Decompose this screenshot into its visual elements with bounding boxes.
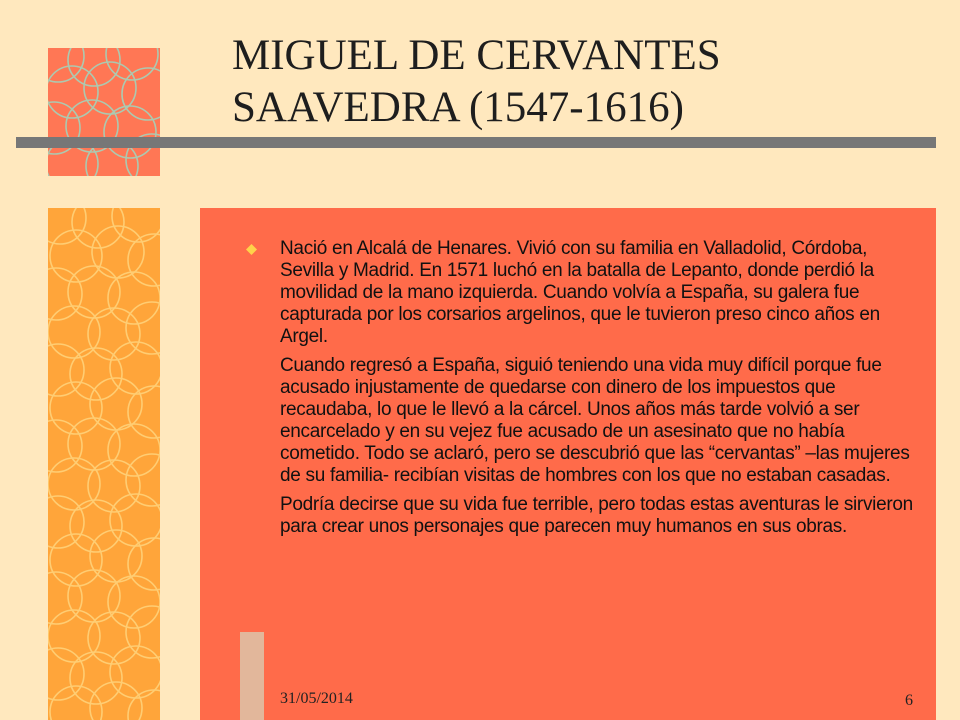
paragraph-3 [244, 494, 924, 538]
circle-pattern-top [48, 48, 160, 176]
paragraph-1-text: Nació en Alcalá de Henares. Vivió con su familia en Valladolid, Córdoba, Sevilla y Madrid. En 1571 luchó en la batalla de Lepanto, donde perdió la movilidad de la mano izquierda. Cuando volvía a España, su galera fue capturada por los corsarios argelinos, que le tuvieron preso cinco años en Argel. [280, 238, 880, 347]
paragraph-2 [244, 355, 924, 487]
paragraph-2-text: Cuando regresó a España, siguió teniendo una vida muy difícil porque fue acusado injustamente de quedarse con dinero de los impuestos que recaudaba, lo que le llevó a la cárcel. Unos años más tarde volvió a ser encarcelado y en su vejez fue acusado de un asesinato que no había cometido. Todo se aclaró, pero se descubrió que las “cervantas” –las mujeres de su familia- recibían visitas de hombres con los que no estaban casadas. [280, 355, 910, 486]
decorative-circles-side [48, 208, 160, 720]
decorative-circles-top [48, 48, 160, 176]
title-divider-rule [16, 137, 936, 148]
slide-title-line-2: SAAVEDRA (1547-1616) [232, 84, 684, 131]
decorative-bar [240, 632, 264, 720]
page-number: 6 [905, 692, 913, 709]
paragraph-1 [244, 238, 924, 348]
diamond-bullet-icon [246, 244, 257, 255]
slide-title [232, 30, 721, 134]
slide-title-line-1: MIGUEL DE CERVANTES [232, 32, 721, 79]
paragraph-3-text: Podría decirse que su vida fue terrible, pero todas estas aventuras le sirvieron para crear unos personajes que parecen muy humanos en sus obras. [280, 494, 913, 537]
circle-pattern-side [48, 208, 160, 720]
slide-body [244, 238, 924, 545]
footer-date: 31/05/2014 [280, 690, 353, 707]
